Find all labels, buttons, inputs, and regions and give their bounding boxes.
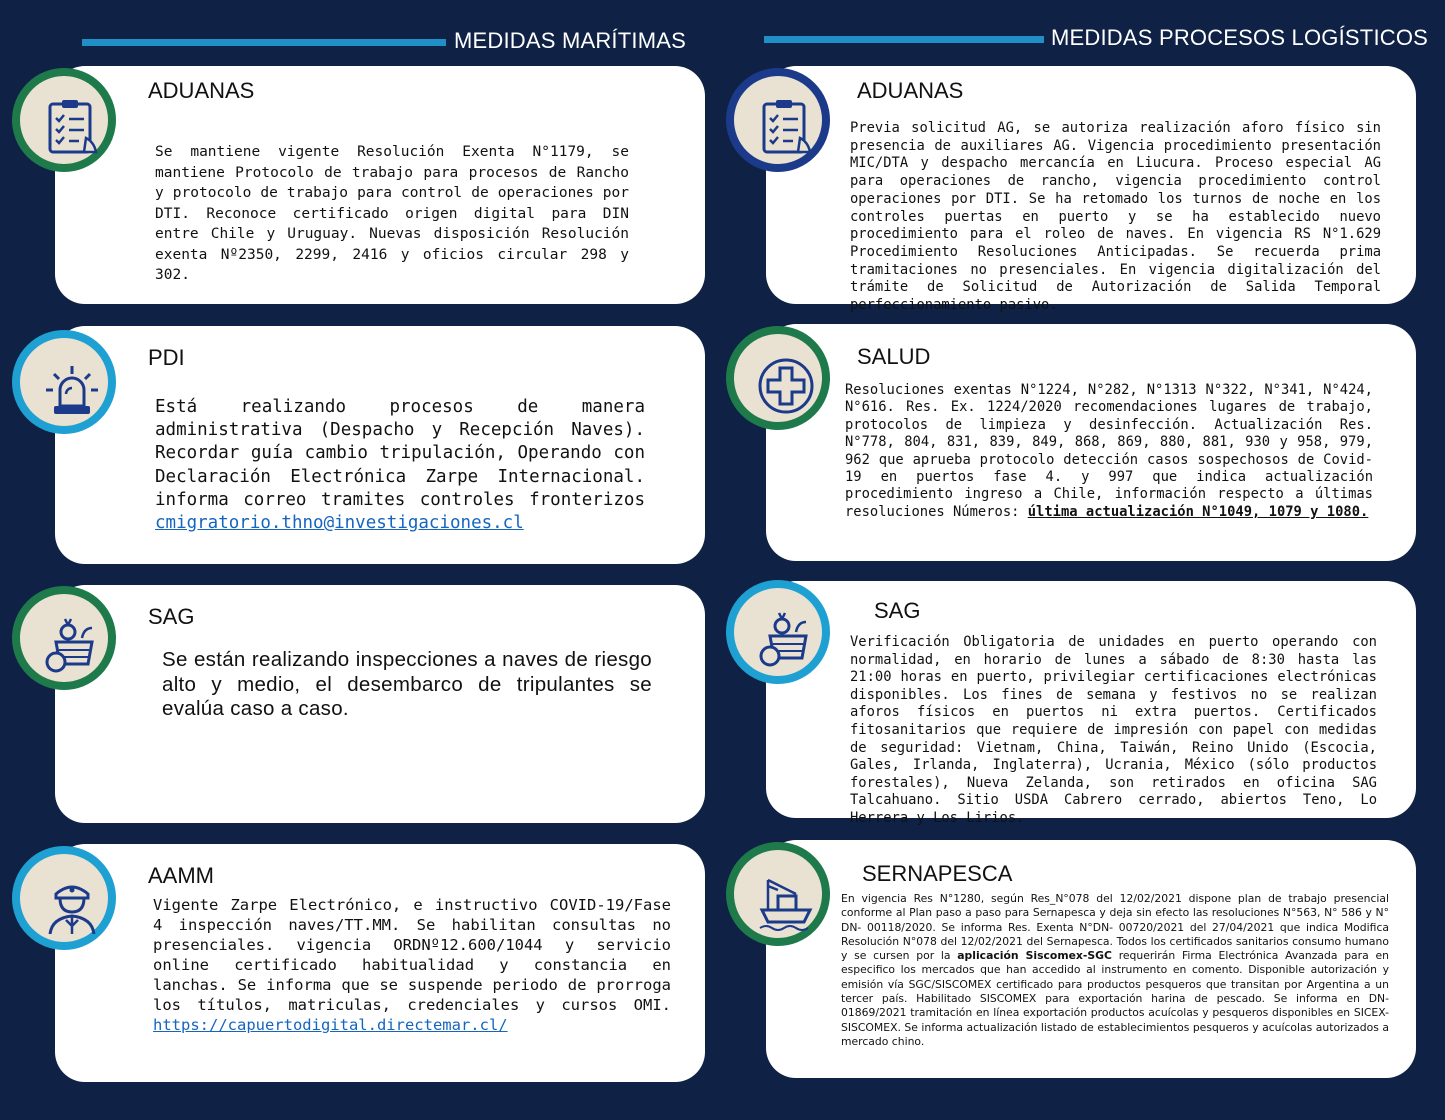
sernapesca-text-2: requerirán Firma Electrónica Avanzada para en especifico los mercados que han accedido al instrumento en comento. Disponible autorización y emisión vía SGC/SISCOMEX certificado para productos pesqueros que transitan por Argentina a un tercer país. Habilitado SISCOMEX para exportación harina de pescado. Se informa en DN-01869/2021 tramitación en línea exportación productos acuícolas y pesqueros disponibles en SICEX-SISCOMEX. Se informa actualización listado de establecimientos pesqueros y acuícolas autorizados a mercado chino. <box>841 949 1389 1048</box>
fishing-boat-icon <box>756 872 816 932</box>
aamm-text: Vigente Zarpe Electrónico, e instructivo COVID-19/Fase 4 inspección naves/TT.MM. Se habilitan consultas no presenciales. vigencia ORDNº12.600/1044 y servicio online certificado habitualidad y constancia en lanchas. Se informa que se suspende periodo de prorroga los títulos, matriculas, credenciales y cursos OMI. <box>153 896 671 1014</box>
card-title: ADUANAS <box>857 78 964 103</box>
salud-icon-circle <box>726 326 830 430</box>
card-title: AAMM <box>148 863 214 888</box>
right-sag-icon-circle <box>726 580 830 684</box>
card-text <box>845 382 1373 521</box>
clipboard-checklist-icon <box>756 98 816 158</box>
sernapesca-icon-circle <box>726 842 830 946</box>
pdi-icon-circle <box>12 330 116 434</box>
salud-text: Resoluciones exentas N°1224, N°282, N°1313 N°322, N°341, N°424, N°616. Res. Ex. 1224/2020 recomendaciones lugares de trabajo, protocolos de limpieza y desinfección. Actualización Res. N°778, 804, 831, 839, 849, 868, 869, 880, 881, 930 y 958, 979, 962 que aprueba protocolo detección casos sospechosos de Covid-19 en puertos fase 4. y 997 que indica actualización procedimiento ingreso a Chile, información respecto a últimas resoluciones Números: <box>845 382 1373 520</box>
card-text: Verificación Obligatoria de unidades en puerto operando con normalidad, en horario de lunes a sábado de 8:30 hasta las 21:00 horas en puerto, privilegiar certificaciones electrónicas disponibles. Los fines de semana y festivos no se realizan aforos físicos en puertos ni extra puertos. Certificados fitosanitarios que requiere de impresión con papel con medidas de seguridad: Vietnam, China, Taiwán, Reino Unido (Escocia, Gales, Irlanda, Inglaterra), Ucrania, México (sólo productos forestales), Nueva Zelanda, son retirados en oficina SAG Talcahuano. Sitio USDA Cabrero cerrado, abiertos Teno, Lo Herrera y Los Lirios. <box>850 634 1377 826</box>
card-text <box>155 396 645 535</box>
card-text <box>841 892 1389 1049</box>
card-title: SERNAPESCA <box>862 861 1013 886</box>
produce-basket-icon <box>42 616 102 676</box>
pdi-email-link[interactable]: cmigratorio.thno@investigaciones.cl <box>155 513 524 534</box>
card-left-aamm <box>55 844 705 1082</box>
siren-alarm-icon <box>42 360 102 420</box>
card-text: Previa solicitud AG, se autoriza realización aforo físico sin presencia de auxiliares AG. Vigencia procedimiento presentación MIC/DTA y despacho mercancía en Liucura. Proceso especial AG para operaciones de rancho, vigencia procedimiento control operaciones por DTI. Se ha retomado los turnos de noche en los controles puertas en puerto y se ha establecido nuevo procedimiento para el roleo de naves. En vigencia RS N°1.629 Procedimiento Resoluciones Anticipadas. Se recuerda prima tramitaciones no presenciales. En vigencia digitalización del trámite de Solicitud de Autorización de Salida Temporal perfeccionamiento pasivo. <box>850 120 1381 314</box>
sag-icon-circle <box>12 586 116 690</box>
card-text <box>153 895 671 1035</box>
card-title: ADUANAS <box>148 78 255 103</box>
naval-officer-icon <box>42 876 102 936</box>
card-title: SAG <box>148 604 195 629</box>
card-right-salud <box>766 324 1416 561</box>
card-title: SAG <box>874 598 921 623</box>
card-right-sernapesca <box>766 840 1416 1078</box>
right-aduanas-icon-circle <box>726 68 830 172</box>
card-left-sag <box>55 585 705 823</box>
sernapesca-text-1: En vigencia Res N°1280, según Res_N°078 del 12/02/2021 dispone plan de trabajo presencial conforme al Plan paso a paso para Sernapesca y deja sin efecto las resoluciones N°563, N° 586 y N° DN- 00118/2020. Se informa Res. Exenta N°DN- 00720/2021 del 27/04/2021 que indica Modifica Resolución N°078 del 12/02/2021 del Sernapesca. Todos los certificados sanitarios consumo humano y se cursen por la <box>841 892 1389 963</box>
aduanas-icon-circle <box>12 68 116 172</box>
clipboard-checklist-icon <box>42 98 102 158</box>
header-right-title: MEDIDAS PROCESOS LOGÍSTICOS <box>1051 25 1429 50</box>
card-title: PDI <box>148 345 185 370</box>
header-left-title: MEDIDAS MARÍTIMAS <box>454 28 686 53</box>
card-title: SALUD <box>857 344 931 369</box>
aamm-icon-circle <box>12 846 116 950</box>
header-right-bar <box>764 36 1044 43</box>
card-text: Se mantiene vigente Resolución Exenta N°1179, se mantiene Protocolo de trabajo para procesos de Rancho y protocolo de trabajo para control de operaciones por DTI. Reconoce certificado origen digital para DIN entre Chile y Uruguay. Nuevas disposición Resolución exenta Nº2350, 2299, 2416 y oficios circular 298 y 302. <box>155 144 629 283</box>
card-text: Se están realizando inspecciones a naves de riesgo alto y medio, el desembarco de tripulantes se evalúa caso a caso. <box>162 648 652 720</box>
produce-basket-icon <box>756 610 816 670</box>
sernapesca-bold-text: aplicación Siscomex-SGC <box>957 949 1112 963</box>
card-right-aduanas <box>766 66 1416 314</box>
pdi-text: Está realizando procesos de manera administrativa (Despacho y Recepción Naves). Recordar guía cambio tripulación, Operando con Declaración Electrónica Zarpe Internacional. informa correo tramites controles fronterizos <box>155 397 645 510</box>
aamm-portal-link[interactable]: https://capuertodigital.directemar.cl/ <box>153 1016 508 1034</box>
card-right-sag <box>766 581 1416 826</box>
header-right <box>0 25 1445 55</box>
card-left-pdi <box>55 326 705 564</box>
card-left-aduanas <box>55 66 705 304</box>
medical-cross-icon <box>756 356 816 416</box>
salud-bold-text: última actualización N°1049, 1079 y 1080. <box>1027 503 1369 520</box>
